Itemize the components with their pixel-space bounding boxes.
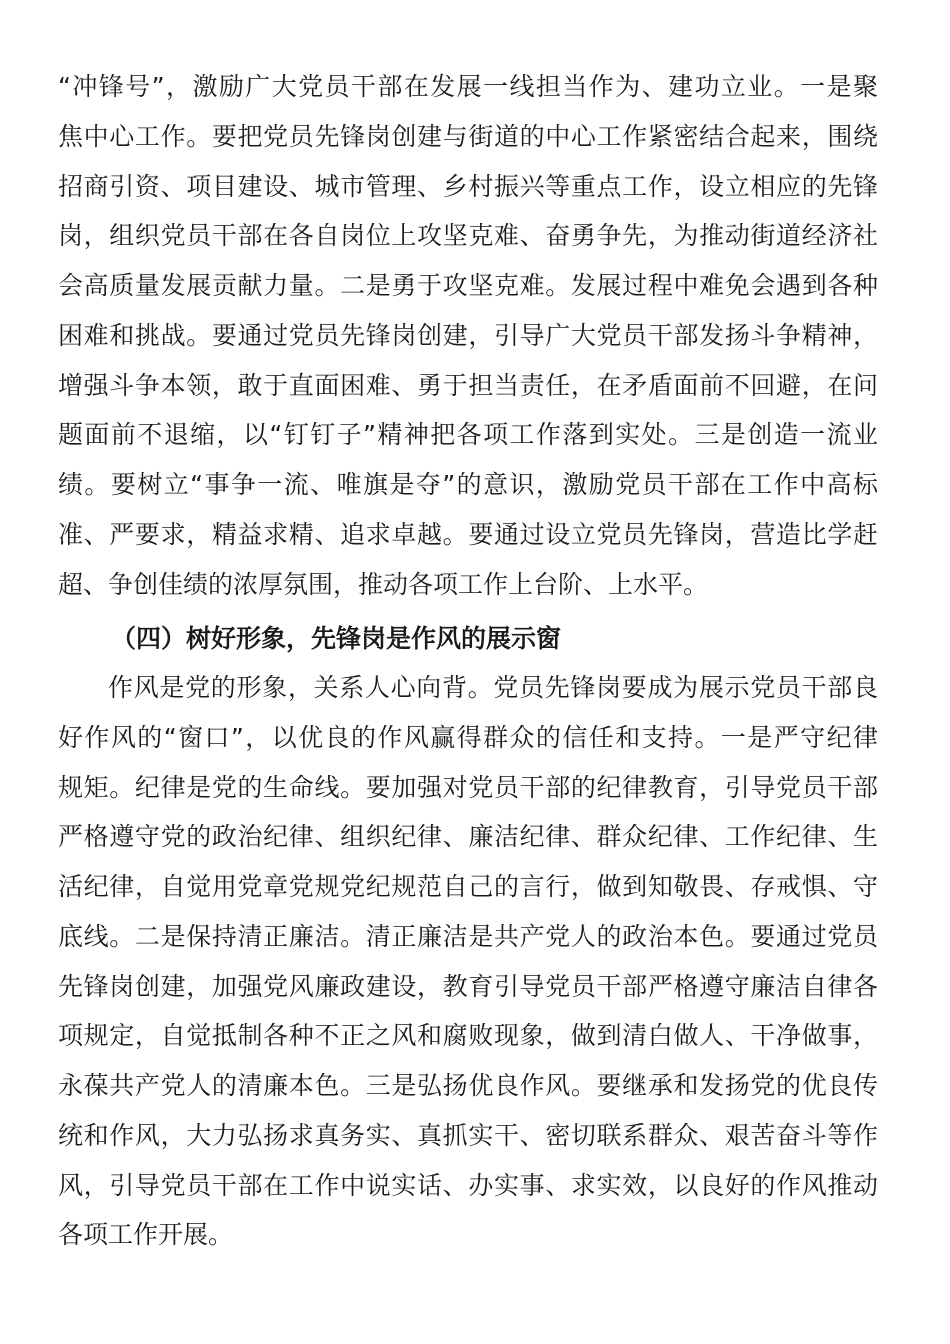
paragraph-line: 超、争创佳绩的浓厚氛围，推动各项工作上台阶、上水平。 [58,569,709,599]
paragraph-line: 活纪律，自觉用党章党规党纪规范自己的言行，做到知敬畏、存戒惧、守 [58,872,878,901]
paragraph-line: 严格遵守党的政治纪律、组织纪律、廉洁纪律、群众纪律、工作纪律、生 [58,822,878,852]
paragraph-line: 风，引导党员干部在工作中说实话、办实事、求实效，以良好的作风推动 [58,1170,878,1200]
paragraph-line: 困难和挑战。要通过党员先锋岗创建，引导广大党员干部发扬斗争精神， [58,320,878,350]
paragraph-line: 题面前不退缩，以“钉钉子”精神把各项工作落到实处。三是创造一流业 [58,420,878,450]
paragraph-line: 绩。要树立“事争一流、唯旗是夺”的意识，激励党员干部在工作中高标 [58,470,878,499]
paragraph-line: 增强斗争本领，敢于直面困难、勇于担当责任，在矛盾面前不回避，在问 [58,370,878,400]
paragraph-line: 好作风的“窗口”，以优良的作风赢得群众的信任和支持。一是严守纪律 [58,722,878,752]
paragraph-line: 先锋岗创建，加强党风廉政建设，教育引导党员干部严格遵守廉洁自律各 [58,971,878,1001]
body-paragraph-1 [58,62,878,609]
paragraph-line: 准、严要求，精益求精、追求卓越。要通过设立党员先锋岗，营造比学赶 [58,519,878,549]
paragraph-line: 统和作风，大力弘扬求真务实、真抓实干、密切联系群众、艰苦奋斗等作 [58,1120,878,1150]
paragraph-line: 项规定，自觉抵制各种不正之风和腐败现象，做到清白做人、干净做事， [58,1021,878,1051]
paragraph-line: 各项工作开展。 [58,1220,234,1250]
paragraph-line: “冲锋号”，激励广大党员干部在发展一线担当作为、建功立业。一是聚 [58,72,878,101]
paragraph-line: 招商引资、项目建设、城市管理、乡村振兴等重点工作，设立相应的先锋 [58,171,878,201]
section-heading: （四）树好形象，先锋岗是作风的展示窗 [111,624,562,653]
body-paragraph-2 [58,663,878,1260]
paragraph-line: 会高质量发展贡献力量。二是勇于攻坚克难。发展过程中难免会遇到各种 [58,271,878,300]
paragraph-line: 底线。二是保持清正廉洁。清正廉洁是共产党人的政治本色。要通过党员 [58,921,878,951]
paragraph-line: 岗，组织党员干部在各自岗位上攻坚克难、奋勇争先，为推动街道经济社 [58,221,878,251]
paragraph-line: 永葆共产党人的清廉本色。三是弘扬优良作风。要继承和发扬党的优良传 [58,1071,878,1100]
paragraph-line: 作风是党的形象，关系人心向背。党员先锋岗要成为展示党员干部良 [108,673,878,702]
paragraph-line: 规矩。纪律是党的生命线。要加强对党员干部的纪律教育，引导党员干部 [58,772,878,802]
paragraph-line: 焦中心工作。要把党员先锋岗创建与街道的中心工作紧密结合起来，围绕 [58,121,878,151]
